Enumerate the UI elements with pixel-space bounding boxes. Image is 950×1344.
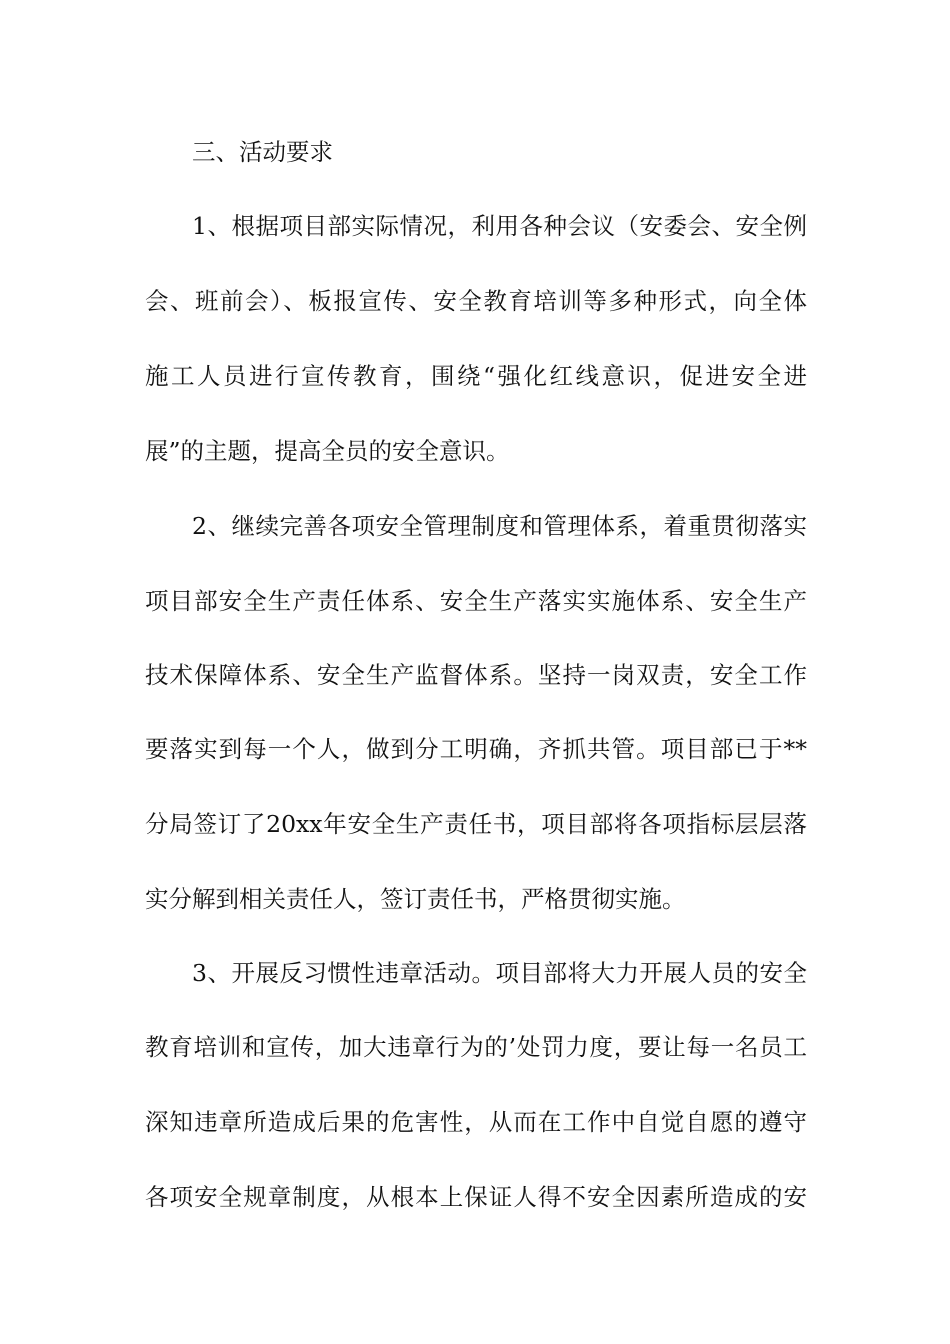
paragraph-2-line-2: 项目部安全生产责任体系、安全生产落实实施体系、安全生产 — [145, 587, 807, 615]
paragraph-1-line-3: 施工人员进行宣传教育，围绕“强化红线意识，促进安全进 — [145, 362, 807, 390]
paragraph-1-line-2: 会、班前会）、板报宣传、安全教育培训等多种形式，向全体 — [145, 287, 807, 315]
paragraph-2-line-4: 要落实到每一个人，做到分工明确，齐抓共管。项目部已于** — [145, 735, 807, 763]
paragraph-3-line-2: 教育培训和宣传，加大违章行为的’处罚力度，要让每一名员工 — [145, 1033, 807, 1061]
section-heading: 三、活动要求 — [192, 138, 333, 166]
paragraph-1-line-1: 1、根据项目部实际情况，利用各种会议（安委会、安全例 — [192, 212, 807, 240]
paragraph-2-line-3: 技术保障体系、安全生产监督体系。坚持一岗双责，安全工作 — [145, 661, 807, 689]
paragraph-2-line-6: 实分解到相关责任人，签订责任书，严格贯彻实施。 — [145, 885, 686, 913]
paragraph-2-line-1: 2、继续完善各项安全管理制度和管理体系，着重贯彻落实 — [192, 512, 807, 540]
paragraph-3-line-3: 深知违章所造成后果的危害性，从而在工作中自觉自愿的遵守 — [145, 1108, 807, 1136]
paragraph-3-line-1: 3、开展反习惯性违章活动。项目部将大力开展人员的安全 — [192, 959, 807, 987]
paragraph-1-line-4: 展”的主题，提高全员的安全意识。 — [145, 437, 510, 465]
paragraph-3-line-4: 各项安全规章制度，从根本上保证人得不安全因素所造成的安 — [145, 1183, 807, 1211]
paragraph-2-line-5: 分局签订了20xx年安全生产责任书，项目部将各项指标层层落 — [145, 810, 807, 838]
